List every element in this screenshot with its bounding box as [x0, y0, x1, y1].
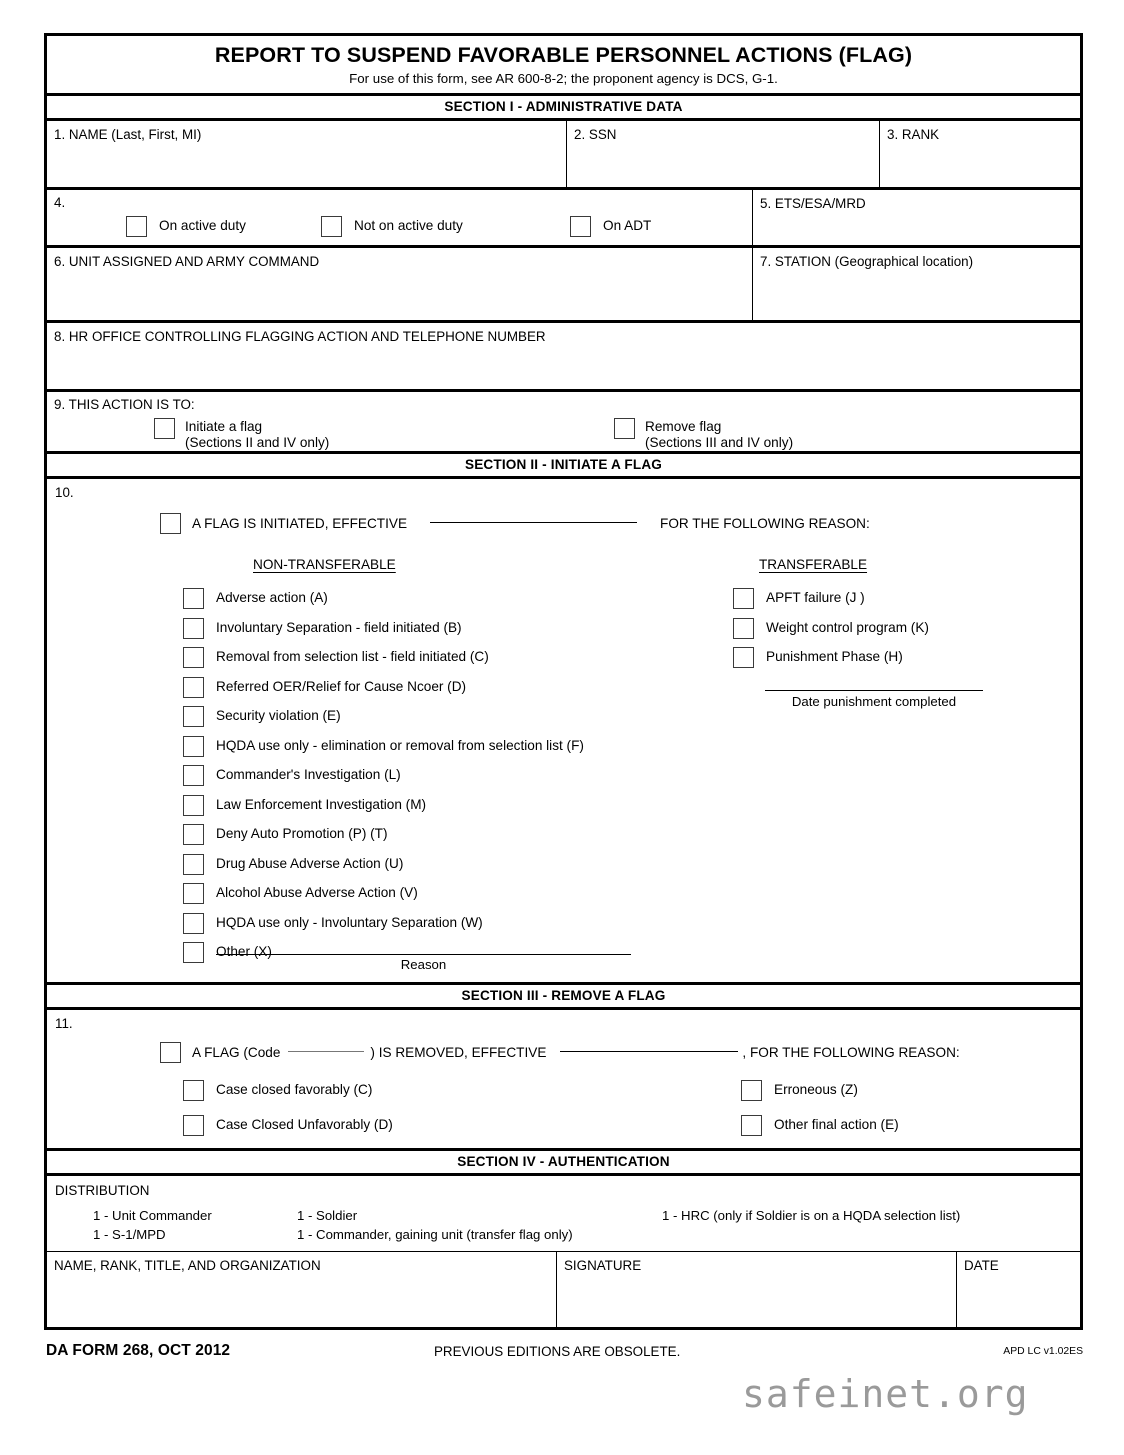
- field-hr-office-label: 8. HR OFFICE CONTROLLING FLAGGING ACTION AND TELEPHONE NUMBER: [54, 329, 546, 345]
- checkbox-case-closed-favorably[interactable]: [183, 1080, 729, 1101]
- checkbox-box[interactable]: [183, 677, 204, 698]
- page-title: REPORT TO SUSPEND FAVORABLE PERSONNEL ACTIONS (FLAG): [214, 43, 913, 67]
- checkbox-referred-oer-relief[interactable]: [183, 677, 687, 698]
- checkbox-box[interactable]: [183, 883, 204, 904]
- effective-date-line[interactable]: [430, 522, 637, 523]
- removed-effective-date-line[interactable]: [560, 1051, 738, 1052]
- checkbox-box[interactable]: [183, 942, 204, 963]
- section-iv-bar: SECTION IV - AUTHENTICATION: [47, 1148, 1080, 1173]
- checkbox-box[interactable]: [321, 216, 342, 237]
- checkbox-hqda-elimination[interactable]: [183, 736, 687, 757]
- checkbox-label: Commander's Investigation (L): [216, 767, 401, 783]
- field-hr-office-cell[interactable]: [47, 323, 1080, 389]
- transferable-heading: TRANSFERABLE: [759, 557, 868, 573]
- checkbox-box[interactable]: [154, 418, 175, 439]
- checkbox-not-on-active-duty[interactable]: [321, 216, 570, 237]
- checkbox-box[interactable]: [614, 418, 635, 439]
- non-transferable-heading: NON-TRANSFERABLE: [253, 557, 396, 573]
- row-hr-office: [47, 320, 1080, 389]
- checkbox-box[interactable]: [183, 736, 204, 757]
- checkbox-initiate-a-flag[interactable]: [154, 419, 614, 451]
- checkbox-label-line1: Remove flag: [645, 419, 722, 435]
- form-title-block: [47, 36, 1080, 93]
- field-station-label: 7. STATION (Geographical location): [760, 254, 974, 270]
- is-removed-text: ) IS REMOVED, EFFECTIVE: [370, 1045, 547, 1061]
- checkbox-label: [185, 419, 329, 451]
- flag-code-line[interactable]: [288, 1051, 364, 1052]
- checkbox-label: Security violation (E): [216, 708, 341, 724]
- checkbox-on-adt[interactable]: [570, 216, 651, 237]
- watermark: safeinet.org: [742, 1372, 1029, 1416]
- checkbox-drug-abuse-adverse-action[interactable]: [183, 854, 687, 875]
- checkbox-box[interactable]: [733, 647, 754, 668]
- date-punishment-line[interactable]: [765, 690, 983, 691]
- checkbox-box[interactable]: [183, 854, 204, 875]
- checkbox-box[interactable]: [741, 1080, 762, 1101]
- checkbox-other-final-action[interactable]: [741, 1115, 1080, 1136]
- checkbox-label: HQDA use only - Involuntary Separation (W): [216, 914, 483, 930]
- checkbox-label: Punishment Phase (H): [766, 649, 903, 665]
- field-duty-status-cell: [47, 190, 752, 245]
- previous-editions-note: PREVIOUS EDITIONS ARE OBSOLETE.: [434, 1343, 681, 1359]
- checkbox-label-line2: (Sections III and IV only): [645, 435, 794, 451]
- checkbox-label: Law Enforcement Investigation (M): [216, 796, 427, 812]
- checkbox-apft-failure[interactable]: [733, 588, 1080, 609]
- checkbox-alcohol-abuse-adverse-action[interactable]: [183, 883, 687, 904]
- checkbox-box[interactable]: [183, 795, 204, 816]
- date-punishment-field: [765, 690, 983, 709]
- checkbox-label: Other (X): [216, 944, 272, 960]
- checkbox-box[interactable]: [570, 216, 591, 237]
- field-9-label: 9. THIS ACTION IS TO:: [54, 397, 195, 413]
- row-duty-status-ets: [47, 187, 1080, 245]
- section-i-bar: SECTION I - ADMINISTRATIVE DATA: [47, 93, 1080, 118]
- flag-code-text: A FLAG (Code: [192, 1045, 281, 1061]
- checkbox-label: On active duty: [159, 218, 246, 234]
- field-signature-cell[interactable]: [556, 1252, 956, 1327]
- form-version: APD LC v1.02ES: [1003, 1345, 1083, 1357]
- field-unit-label: 6. UNIT ASSIGNED AND ARMY COMMAND: [54, 254, 320, 270]
- non-transferable-column: [47, 556, 687, 972]
- checkbox-label: Not on active duty: [354, 218, 463, 234]
- form-page: [44, 33, 1083, 1364]
- transferable-column: [687, 556, 1080, 972]
- flag-initiated-line: [47, 513, 1080, 534]
- checkbox-removal-from-selection-list[interactable]: [183, 647, 687, 668]
- field-ets-cell[interactable]: [752, 190, 1080, 245]
- checkbox-box[interactable]: [126, 216, 147, 237]
- item-11-number: 11.: [55, 1016, 73, 1032]
- distribution-cell: 1 - Soldier: [297, 1208, 358, 1224]
- other-reason-caption: Reason: [400, 957, 447, 973]
- field-name-cell[interactable]: [47, 121, 566, 187]
- checkbox-box[interactable]: [183, 765, 204, 786]
- field-ssn-label: 2. SSN: [574, 127, 617, 143]
- checkbox-hqda-involuntary-separation[interactable]: [183, 913, 687, 934]
- checkbox-box[interactable]: [741, 1115, 762, 1136]
- checkbox-label: Adverse action (A): [216, 590, 328, 606]
- checkbox-punishment-phase[interactable]: [733, 647, 1080, 668]
- checkbox-box[interactable]: [183, 647, 204, 668]
- checkbox-label: On ADT: [603, 218, 652, 234]
- row-name-ssn-rank: [47, 118, 1080, 187]
- checkbox-box[interactable]: [733, 588, 754, 609]
- flag-removed-line: [47, 1042, 1080, 1063]
- checkbox-label: [645, 419, 793, 451]
- field-date-label: DATE: [964, 1257, 999, 1273]
- checkbox-weight-control-program[interactable]: [733, 618, 1080, 639]
- checkbox-box[interactable]: [183, 588, 204, 609]
- row-unit-station: [47, 245, 1080, 320]
- checkbox-adverse-action[interactable]: [183, 588, 687, 609]
- checkbox-label: Alcohol Abuse Adverse Action (V): [216, 885, 418, 901]
- checkbox-case-closed-unfavorably[interactable]: [183, 1115, 729, 1136]
- remove-options-right: [729, 1080, 1080, 1136]
- row-this-action-is-to: [47, 389, 1080, 451]
- checkbox-law-enforcement-investigation[interactable]: [183, 795, 687, 816]
- remove-flag-options: [47, 1080, 1080, 1136]
- date-punishment-caption: Date punishment completed: [791, 694, 957, 710]
- checkbox-label: APFT failure (J ): [766, 590, 865, 606]
- checkbox-flag-initiated[interactable]: [160, 513, 181, 534]
- remove-options-left: [183, 1080, 729, 1136]
- checkbox-label-line1: Initiate a flag: [185, 419, 263, 435]
- checkbox-label: Deny Auto Promotion (P) (T): [216, 826, 388, 842]
- checkbox-label: Case closed favorably (C): [216, 1082, 373, 1098]
- checkbox-box[interactable]: [183, 1115, 204, 1136]
- distribution-cell: 1 - Unit Commander: [93, 1208, 212, 1224]
- checkbox-label: Erroneous (Z): [774, 1082, 858, 1098]
- section-ii-body: [47, 476, 1080, 982]
- checkbox-label: Removal from selection list - field initiated (C): [216, 649, 489, 665]
- form-frame: [44, 33, 1083, 1330]
- checkbox-erroneous[interactable]: [741, 1080, 1080, 1101]
- checkbox-box[interactable]: [183, 1080, 204, 1101]
- flag-initiated-text: A FLAG IS INITIATED, EFFECTIVE: [192, 516, 408, 532]
- transferable-list: [733, 588, 1080, 668]
- checkbox-box[interactable]: [183, 706, 204, 727]
- form-subtitle: For use of this form, see AR 600-8-2; the proponent agency is DCS, G-1.: [349, 71, 778, 87]
- non-transferable-list: [183, 588, 687, 963]
- form-footer: [44, 1342, 1083, 1364]
- following-reason-text: FOR THE FOLLOWING REASON:: [660, 516, 870, 532]
- distribution-cell: 1 - HRC (only if Soldier is on a HQDA selection list): [662, 1208, 961, 1224]
- field-name-label: 1. NAME (Last, First, MI): [54, 127, 202, 143]
- checkbox-label: Other final action (E): [774, 1117, 899, 1133]
- checkbox-box[interactable]: [183, 913, 204, 934]
- field-unit-cell[interactable]: [47, 248, 752, 320]
- checkbox-label-line2: (Sections II and IV only): [185, 435, 330, 451]
- field-4-number: 4.: [54, 195, 66, 211]
- distribution-title: DISTRIBUTION: [55, 1183, 150, 1199]
- distribution-cell: 1 - Commander, gaining unit (transfer flag only): [297, 1226, 573, 1242]
- other-reason-field: [216, 954, 631, 972]
- item-10-number: 10.: [55, 485, 74, 501]
- distribution-row: [93, 1207, 1080, 1226]
- checkbox-box[interactable]: [183, 824, 204, 845]
- section-iii-body: [47, 1007, 1080, 1148]
- checkbox-security-violation[interactable]: [183, 706, 687, 727]
- field-rank-cell[interactable]: [879, 121, 1080, 187]
- field-ets-label: 5. ETS/ESA/MRD: [760, 196, 866, 212]
- field-ssn-cell[interactable]: [566, 121, 879, 187]
- other-reason-line[interactable]: [216, 954, 631, 955]
- distribution-cell: [662, 1226, 1080, 1245]
- checkbox-involuntary-separation-field[interactable]: [183, 618, 687, 639]
- checkbox-deny-auto-promotion[interactable]: [183, 824, 687, 845]
- checkbox-label: Involuntary Separation - field initiated (B): [216, 619, 462, 635]
- checkbox-remove-flag[interactable]: [614, 419, 793, 451]
- field-name-rank-title-cell[interactable]: [47, 1252, 556, 1327]
- reason-columns: [47, 556, 1080, 972]
- checkbox-flag-removed[interactable]: [160, 1042, 181, 1063]
- checkbox-box[interactable]: [733, 618, 754, 639]
- field-action-cell: [47, 392, 1080, 451]
- removed-reason-text: , FOR THE FOLLOWING REASON:: [742, 1045, 960, 1061]
- field-rank-label: 3. RANK: [887, 127, 940, 143]
- section-iii-bar: SECTION III - REMOVE A FLAG: [47, 982, 1080, 1007]
- checkbox-commanders-investigation[interactable]: [183, 765, 687, 786]
- distribution-row: [93, 1226, 1080, 1245]
- checkbox-label: Drug Abuse Adverse Action (U): [216, 855, 404, 871]
- distribution-block: [47, 1173, 1080, 1250]
- checkbox-label: Weight control program (K): [766, 619, 929, 635]
- checkbox-on-active-duty[interactable]: [126, 216, 321, 237]
- field-date-cell[interactable]: [956, 1252, 1080, 1327]
- distribution-cell: 1 - S-1/MPD: [93, 1226, 166, 1242]
- distribution-grid: [55, 1207, 1080, 1244]
- checkbox-label: HQDA use only - elimination or removal from selection list (F): [216, 737, 584, 753]
- checkbox-box[interactable]: [183, 618, 204, 639]
- checkbox-label: Referred OER/Relief for Cause Ncoer (D): [216, 678, 467, 694]
- checkbox-label: Case Closed Unfavorably (D): [216, 1117, 393, 1133]
- authentication-row: [47, 1251, 1080, 1327]
- field-station-cell[interactable]: [752, 248, 1080, 320]
- section-ii-bar: SECTION II - INITIATE A FLAG: [47, 451, 1080, 476]
- form-id: DA FORM 268, OCT 2012: [46, 1341, 231, 1359]
- field-signature-label: SIGNATURE: [564, 1257, 642, 1273]
- field-name-rank-title-label: NAME, RANK, TITLE, AND ORGANIZATION: [54, 1257, 321, 1273]
